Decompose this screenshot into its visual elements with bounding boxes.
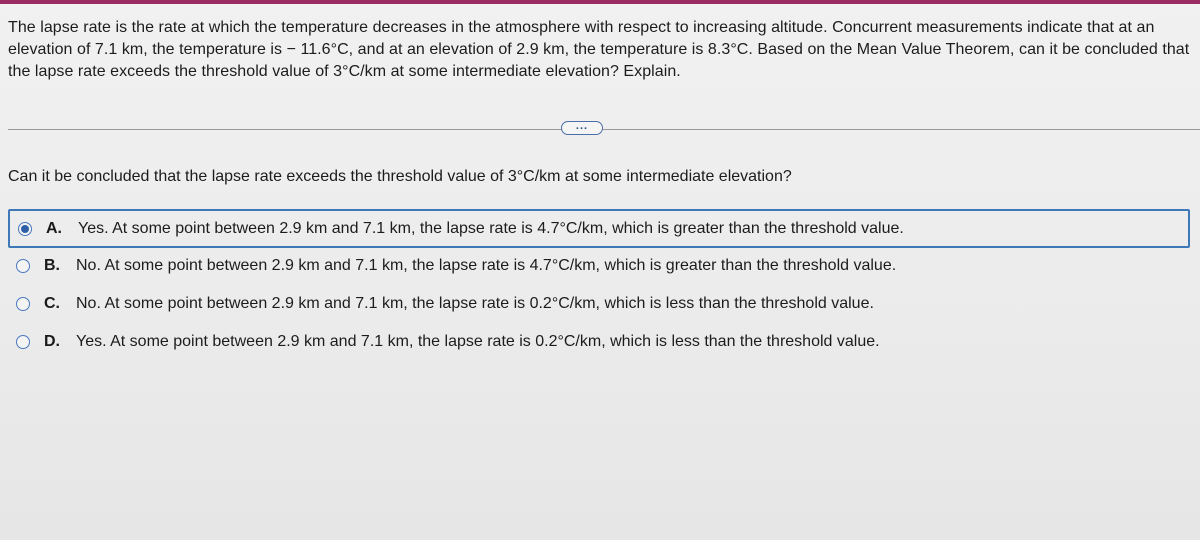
answer-options	[8, 209, 1190, 361]
section-divider	[8, 129, 1200, 130]
radio-unselected-icon[interactable]	[16, 297, 30, 311]
expand-more-button[interactable]	[561, 121, 603, 135]
option-text: Yes. At some point between 2.9 km and 7.1 km, the lapse rate is 4.7°C/km, which is greater than the threshold value.	[78, 219, 904, 237]
ellipsis-icon: ...	[575, 120, 589, 132]
option-b[interactable]	[8, 247, 1190, 285]
option-d[interactable]	[8, 323, 1190, 361]
option-letter: B.	[44, 257, 60, 274]
radio-selected-icon[interactable]	[18, 222, 32, 236]
top-accent-bar	[0, 0, 1200, 4]
radio-unselected-icon[interactable]	[16, 335, 30, 349]
option-c[interactable]	[8, 285, 1190, 323]
option-text: No. At some point between 2.9 km and 7.1 km, the lapse rate is 0.2°C/km, which is less than the threshold value.	[76, 295, 874, 312]
radio-unselected-icon[interactable]	[16, 259, 30, 273]
option-letter: D.	[44, 333, 60, 350]
option-a[interactable]	[8, 209, 1190, 248]
radio-dot	[21, 225, 29, 233]
sub-question-text: Can it be concluded that the lapse rate exceeds the threshold value of 3°C/km at some intermediate elevation?	[8, 168, 792, 185]
option-letter: A.	[46, 219, 62, 237]
question-text: The lapse rate is the rate at which the temperature decreases in the atmosphere with respect to increasing altitude. Concurrent measurements indicate that at an elevation of 7.1 km, the temperature is − 11.6°C, and at an elevation of 2.9 km, the temperature is 8.3°C. Based on the Mean Value Theorem, can it be concluded that the lapse rate exceeds the threshold value of 3°C/km at some intermediate elevation? Explain.	[8, 19, 1190, 80]
option-letter: C.	[44, 295, 60, 312]
option-text: Yes. At some point between 2.9 km and 7.1 km, the lapse rate is 0.2°C/km, which is less than the threshold value.	[76, 333, 880, 350]
option-text: No. At some point between 2.9 km and 7.1 km, the lapse rate is 4.7°C/km, which is greater than the threshold value.	[76, 257, 897, 274]
